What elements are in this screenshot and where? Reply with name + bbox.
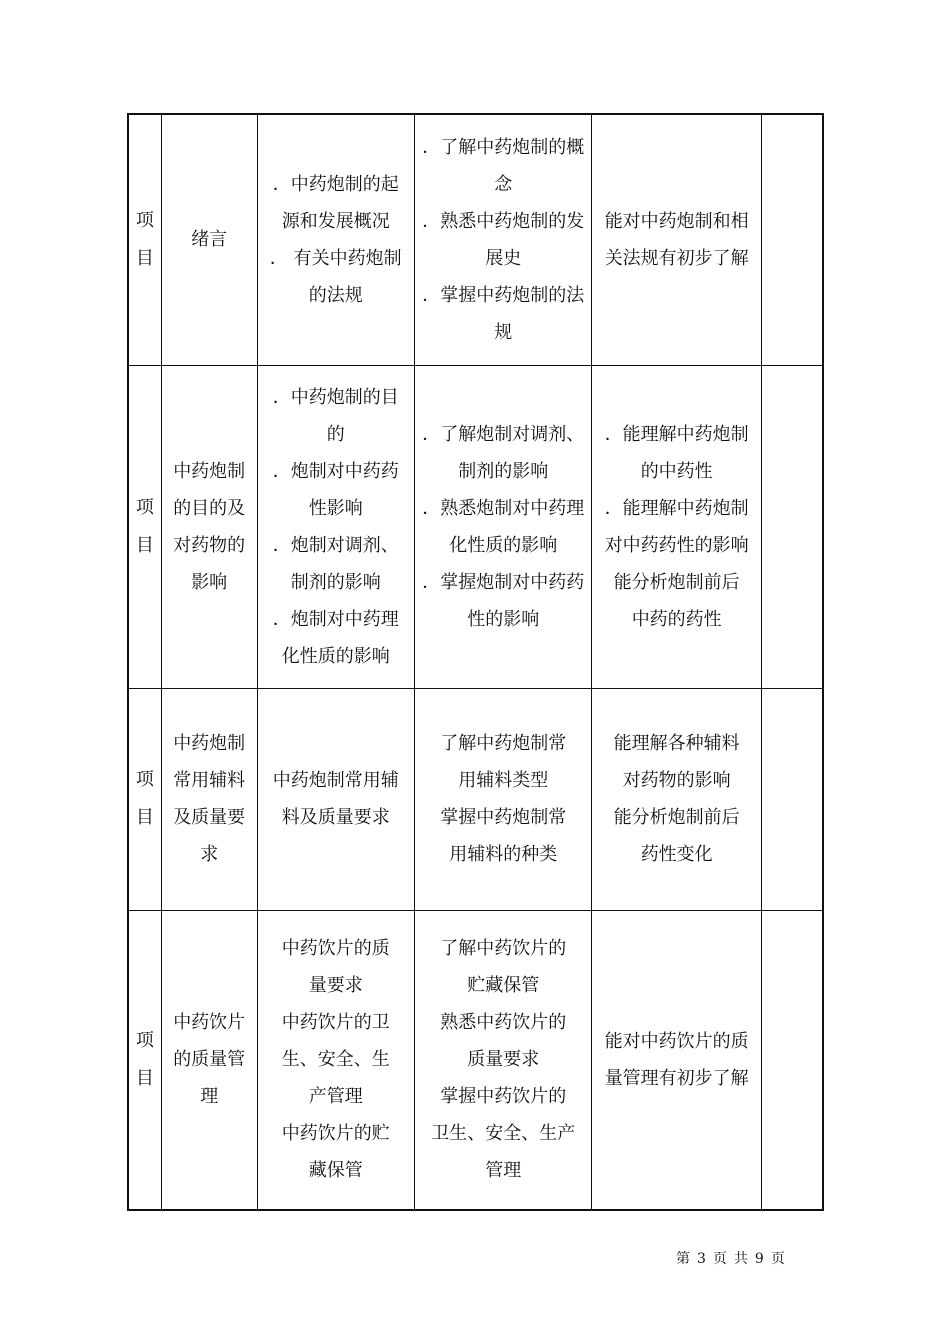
- skill-cell-line: 药性变化: [640, 844, 713, 865]
- knowledge-cell-line: 产管理: [308, 1086, 363, 1108]
- requirement-cell-line: ．掌握中药炮制的法: [422, 284, 585, 306]
- requirement-cell-line: 用辅料类型: [458, 770, 549, 791]
- item-name-cell-line: 中药饮片: [173, 1012, 246, 1034]
- knowledge-cell: [257, 114, 414, 365]
- skill-cell-line: 能对中药饮片的质: [604, 1030, 749, 1052]
- skill-cell-line: 能分析炮制前后: [613, 571, 740, 593]
- requirement-cell-line: 卫生、安全、生产: [431, 1123, 576, 1145]
- skill-cell-line: 对药物的影响: [622, 770, 731, 791]
- row-label: 项目: [135, 769, 154, 828]
- knowledge-cell: [257, 365, 414, 688]
- skill-cell: [592, 688, 761, 910]
- item-name-cell-line: 常用辅料: [173, 770, 246, 791]
- footer-page-word: 页: [712, 1251, 728, 1267]
- table-body: [128, 114, 823, 1210]
- footer-suffix: 页: [770, 1251, 786, 1267]
- knowledge-cell-line: 的: [326, 423, 345, 445]
- row-label: 项目: [135, 1029, 154, 1089]
- requirement-cell-line: 掌握中药炮制常: [440, 807, 567, 828]
- skill-cell: [592, 114, 761, 365]
- requirement-cell: [414, 688, 592, 910]
- row-label-cell: [128, 910, 161, 1210]
- knowledge-cell-line: ．中药炮制的起: [272, 173, 399, 195]
- item-name-cell-line: 影响: [191, 571, 228, 593]
- item-name-cell: [161, 910, 257, 1210]
- knowledge-cell-line: 源和发展概况: [281, 210, 390, 232]
- requirement-cell-line: 了解中药炮制常: [440, 733, 567, 754]
- requirement-cell-line: 化性质的影响: [449, 534, 558, 556]
- knowledge-cell-line: ． 有关中药炮制: [269, 247, 402, 269]
- requirement-cell-line: 掌握中药饮片的: [440, 1086, 567, 1108]
- requirement-cell-line: ．熟悉中药炮制的发: [422, 210, 585, 232]
- requirement-cell-line: 性的影响: [467, 608, 540, 630]
- skill-cell-line: 量管理有初步了解: [604, 1067, 749, 1089]
- footer-total-word: 共: [733, 1251, 749, 1267]
- skill-cell-line: 能理解各种辅料: [613, 733, 740, 754]
- skill-cell: [592, 365, 761, 688]
- skill-cell-line: ．能理解中药炮制: [604, 497, 749, 519]
- item-name-cell-line: 的质量管: [173, 1049, 246, 1071]
- skill-cell-line: 的中药性: [640, 460, 713, 482]
- requirement-cell-line: 规: [494, 321, 513, 343]
- requirement-cell-line: 管理: [485, 1160, 522, 1182]
- knowledge-cell-line: ．炮制对中药药: [272, 460, 399, 482]
- item-name-cell-line: 及质量要: [173, 807, 246, 828]
- knowledge-cell-line: 藏保管: [308, 1160, 363, 1182]
- knowledge-cell: [257, 688, 414, 910]
- requirement-cell: [414, 365, 592, 688]
- requirement-cell-line: 念: [494, 173, 513, 195]
- row-label-cell: [128, 114, 161, 365]
- item-name-cell: [161, 688, 257, 910]
- syllabus-table: [127, 113, 824, 1211]
- knowledge-cell-line: 中药饮片的卫: [281, 1012, 390, 1034]
- row-label-cell: [128, 365, 161, 688]
- requirement-cell-line: ．熟悉炮制对中药理: [422, 497, 585, 519]
- requirement-cell-line: 了解中药饮片的: [440, 938, 567, 960]
- knowledge-cell-line: ．炮制对中药理: [272, 608, 399, 630]
- table-row: [128, 688, 823, 910]
- requirement-cell-line: ．了解炮制对调剂、: [422, 423, 585, 445]
- requirement-cell-line: 熟悉中药饮片的: [440, 1012, 567, 1034]
- row-label-cell: [128, 688, 161, 910]
- knowledge-cell-line: 的法规: [308, 284, 363, 306]
- knowledge-cell: [257, 910, 414, 1210]
- skill-cell-line: ．能理解中药炮制: [604, 423, 749, 445]
- extra-cell: [761, 910, 823, 1210]
- extra-cell: [761, 114, 823, 365]
- knowledge-cell-line: 中药饮片的质: [281, 938, 390, 960]
- requirement-cell-line: 用辅料的种类: [449, 844, 558, 865]
- skill-cell-line: 中药的药性: [631, 608, 722, 630]
- knowledge-cell-line: 性影响: [308, 497, 363, 519]
- skill-cell-line: 能分析炮制前后: [613, 807, 740, 828]
- knowledge-cell-line: 中药饮片的贮: [281, 1123, 390, 1145]
- table-row: [128, 365, 823, 688]
- knowledge-cell-line: ．中药炮制的目: [272, 386, 399, 408]
- item-name-cell-line: 中药炮制: [173, 733, 246, 754]
- row-label: 项目: [135, 496, 154, 556]
- item-name-cell-line: 对药物的: [173, 534, 246, 556]
- requirement-cell-line: 制剂的影响: [458, 460, 549, 482]
- skill-cell-line: 对中药药性的影响: [604, 534, 749, 556]
- knowledge-cell-line: 中药炮制常用辅: [272, 770, 399, 791]
- knowledge-cell-line: 化性质的影响: [281, 645, 390, 667]
- page-footer: [676, 1248, 792, 1268]
- requirement-cell-line: ．掌握炮制对中药药: [422, 571, 585, 593]
- footer-prefix: 第: [676, 1251, 691, 1267]
- knowledge-cell-line: 制剂的影响: [290, 571, 381, 593]
- extra-cell: [761, 688, 823, 910]
- item-name-cell-line: 理: [200, 1086, 219, 1108]
- knowledge-cell-line: 生、安全、生: [281, 1049, 390, 1071]
- table-row: [128, 114, 823, 365]
- skill-cell-line: 关法规有初步了解: [604, 247, 749, 269]
- item-name-cell: [161, 365, 257, 688]
- skill-cell: [592, 910, 761, 1210]
- footer-page-number: 3: [697, 1251, 707, 1267]
- requirement-cell-line: 贮藏保管: [467, 975, 540, 997]
- requirement-cell-line: 展史: [485, 247, 522, 269]
- footer-total-pages: 9: [754, 1251, 765, 1267]
- row-label: 项目: [135, 209, 154, 269]
- requirement-cell: [414, 114, 592, 365]
- item-name-cell: [161, 114, 257, 365]
- knowledge-cell-line: 量要求: [308, 975, 363, 997]
- requirement-cell: [414, 910, 592, 1210]
- requirement-cell-line: 质量要求: [467, 1049, 540, 1071]
- item-name-cell-line: 求: [200, 844, 219, 865]
- knowledge-cell-line: ．炮制对调剂、: [272, 534, 399, 556]
- extra-cell: [761, 365, 823, 688]
- requirement-cell-line: ．了解中药炮制的概: [422, 136, 585, 158]
- item-name-cell-line: 的目的及: [173, 497, 246, 519]
- table-row: [128, 910, 823, 1210]
- skill-cell-line: 能对中药炮制和相: [604, 210, 749, 232]
- item-name-cell-line: 中药炮制: [173, 460, 246, 482]
- knowledge-cell-line: 料及质量要求: [281, 807, 390, 828]
- item-name-cell-line: 绪言: [191, 229, 228, 251]
